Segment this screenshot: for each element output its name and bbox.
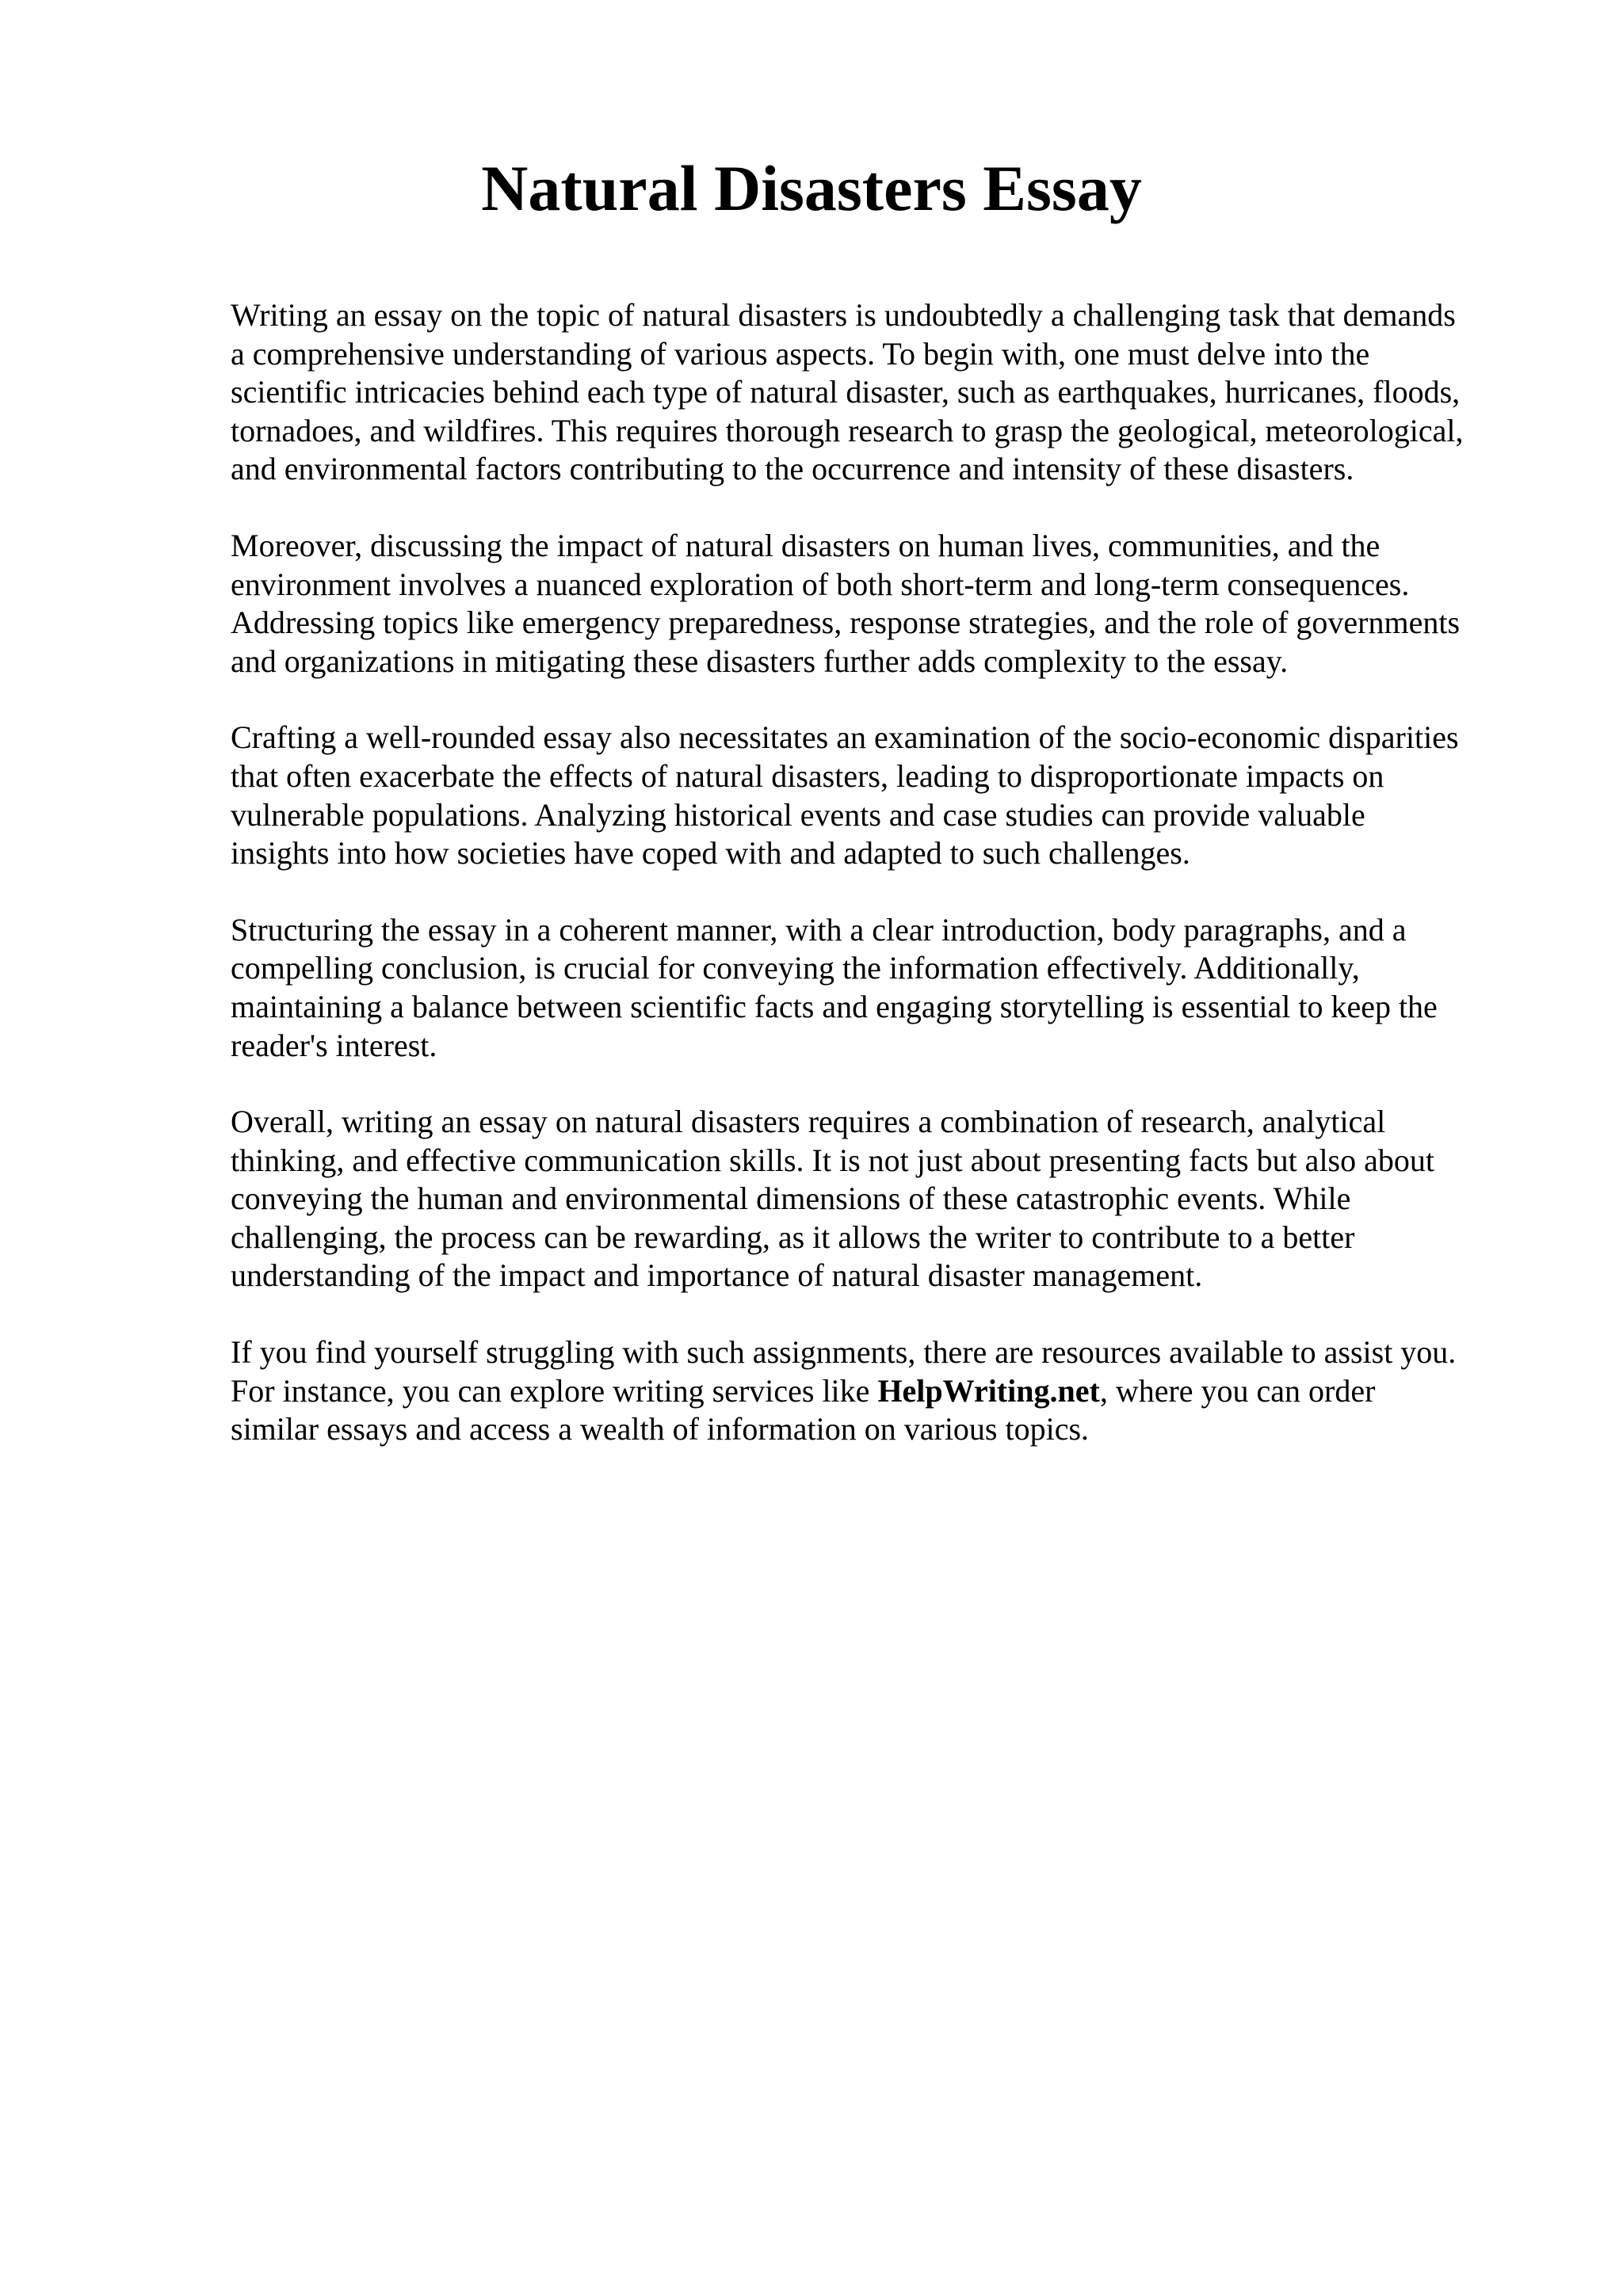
text-line: scientific intricacies behind each type of natural disaster, such as earthquakes, hurricanes, floods,	[231, 374, 1461, 410]
paragraph-6	[231, 1333, 1522, 1449]
text-line: Writing an essay on the topic of natural disasters is undoubtedly a challenging task that demands	[231, 297, 1456, 333]
text-line: Structuring the essay in a coherent manner, with a clear introduction, body paragraphs, and a	[231, 911, 1407, 948]
text-line: conveying the human and environmental dimensions of these catastrophic events. While	[231, 1180, 1351, 1217]
text-line: maintaining a balance between scientific facts and engaging storytelling is essential to keep the	[231, 988, 1438, 1024]
text-line: vulnerable populations. Analyzing historical events and case studies can provide valuable	[231, 796, 1365, 833]
paragraph-1	[231, 296, 1522, 489]
text-line: reader's interest.	[231, 1027, 437, 1063]
text-line: Addressing topics like emergency preparedness, response strategies, and the role of governments	[231, 605, 1461, 641]
text-line	[231, 1372, 1522, 1411]
paragraph-5	[231, 1103, 1522, 1295]
text-line: and environmental factors contributing to the occurrence and intensity of these disasters.	[231, 451, 1354, 487]
text-fragment: For instance, you can explore writing services like	[231, 1372, 878, 1409]
text-line: If you find yourself struggling with such assignments, there are resources available to assist you.	[231, 1334, 1457, 1371]
text-line: Overall, writing an essay on natural disasters requires a combination of research, analytical	[231, 1104, 1386, 1140]
text-fragment: , where you can order	[1099, 1372, 1376, 1409]
text-line: insights into how societies have coped with and adapted to such challenges.	[231, 835, 1190, 871]
text-line: a comprehensive understanding of various aspects. To begin with, one must delve into the	[231, 335, 1370, 372]
text-line: and organizations in mitigating these disasters further adds complexity to the essay.	[231, 643, 1289, 679]
text-line: environment involves a nuanced exploration of both short-term and long-term consequences.	[231, 566, 1410, 602]
text-line: similar essays and access a wealth of information on various topics.	[231, 1411, 1090, 1447]
paragraph-2	[231, 527, 1522, 681]
text-line: compelling conclusion, is crucial for conveying the information effectively. Additionally,	[231, 950, 1360, 986]
document-title: Natural Disasters Essay	[481, 152, 1142, 224]
helpwriting-link[interactable]: HelpWriting.net	[877, 1372, 1100, 1409]
text-line: Crafting a well-rounded essay also necessitates an examination of the socio-economic disparities	[231, 719, 1459, 756]
text-line: that often exacerbate the effects of natural disasters, leading to disproportionate impacts on	[231, 757, 1384, 794]
paragraph-3	[231, 719, 1522, 872]
document-body	[231, 296, 1522, 1487]
paragraph-4	[231, 911, 1522, 1065]
text-line: challenging, the process can be rewarding, as it allows the writer to contribute to a better	[231, 1219, 1355, 1255]
text-line: Moreover, discussing the impact of natural disasters on human lives, communities, and the	[231, 527, 1381, 563]
text-line: understanding of the impact and importance of natural disaster management.	[231, 1257, 1203, 1294]
text-line: tornadoes, and wildfires. This requires thorough research to grasp the geological, meteorological,	[231, 412, 1464, 448]
text-line: thinking, and effective communication skills. It is not just about presenting facts but also about	[231, 1142, 1434, 1178]
